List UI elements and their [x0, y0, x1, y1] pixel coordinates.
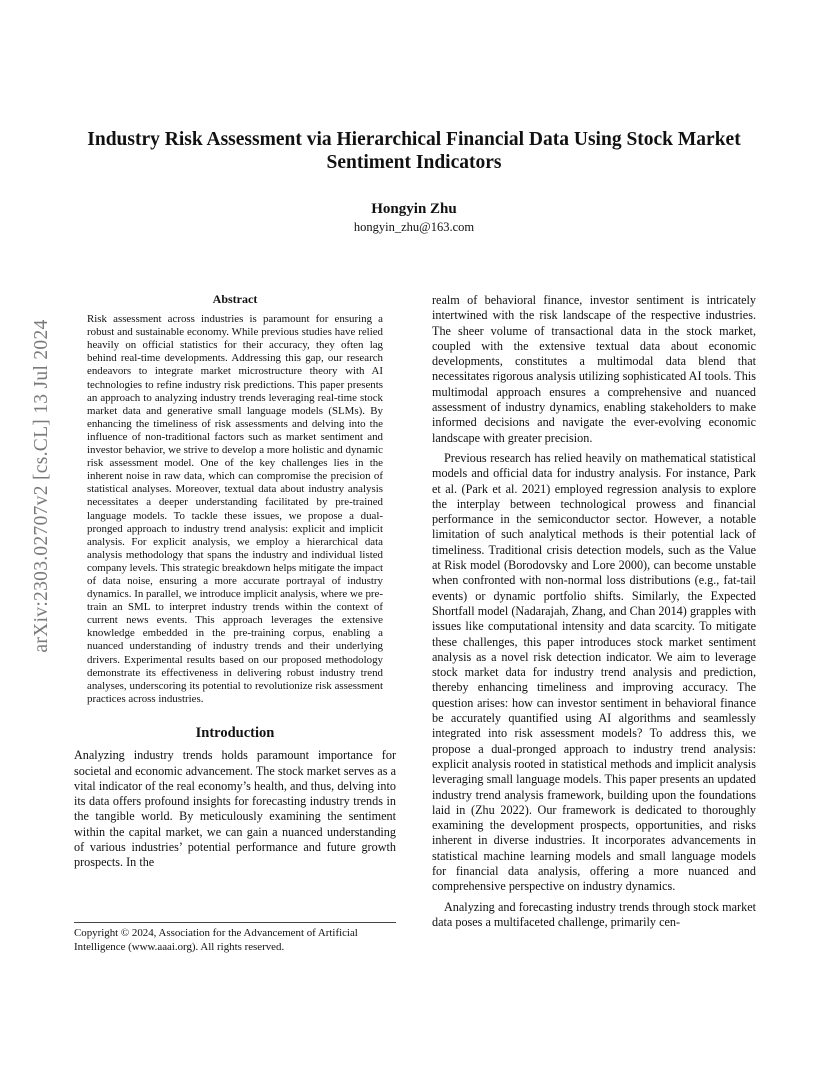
abstract-text: Risk assessment across industries is paramount for ensuring a robust and sustainable economy. While previous studies have relied heavily on official statistics for their accuracy, they often lag behind real-time developments. Addressing this gap, our research endeavors to integrate market microstructure theory with AI technologies to refine industry risk predictions. This paper presents an approach to analyzing industry trends leveraging real-time stock market data and generative small language models (SLMs). By enhancing the timeliness of risk assessments and delving into the influence of non-traditional factors such as market sentiment and investor behavior, we strive to develop a more holistic and dynamic risk assessment model. One of the key challenges lies in the inherent noise in raw data, which can compromise the precision of statistical analyses. Moreover, textual data about industry analysis necessitates a deeper understanding facilitated by pre-trained language models. To tackle these issues, we propose a dual-pronged approach to industry trend analysis: explicit and implicit analysis. For explicit analysis, we employ a hierarchical data analysis methodology that spans the industry and individual listed company levels. This strategic breakdown helps mitigate the impact of data noise, ensuring a more accurate portrayal of industry dynamics. In parallel, we introduce implicit analysis, where we pre-train an SML to interpret industry trends within the context of current news events. This approach leverages the extensive knowledge embedded in the pre-training corpus, enabling a nuanced understanding of industry trends and their underlying drivers. Experimental results based on our proposed methodology demonstrate its effectiveness in delivering robust industry trend analyses, underscoring its potential to revolutionize risk assessment practices across industries. — [87, 313, 383, 705]
introduction-heading: Introduction — [195, 724, 275, 741]
abstract-section — [74, 293, 396, 706]
paper-title: Industry Risk Assessment via Hierarchical Financial Data Using Stock Market Sentiment Indicators — [87, 129, 741, 173]
body-paragraph: Previous research has relied heavily on mathematical statistical models and official data for industry analysis. For instance, Park et al. (Park et al. 2021) employed regression analysis to explore the interplay between technological prowess and financial performance in the semiconductor sector. However, a notable limitation of such analytical methods is their potential lack of timeliness. Traditional crisis detection models, such as the Value at Risk model (Borodovsky and Lore 2000), can become unstable when confronted with non-normal loss distributions (e.g., fat-tail events) or dynamic portfolio shifts. Similarly, the Expected Shortfall model (Nadarajah, Zhang, and Chan 2014) grapples with issues like computational intensity and data scarcity. To mitigate these challenges, this paper introduces stock market sentiment analysis as a novel risk detection indicator. We aim to leverage stock market data for industry trend analysis and prediction, thereby enhancing timeliness and improving accuracy. The question arises: how can investor sentiment in behavioral finance be accurately quantified using AI algorithms and seamlessly integrated into risk assessment models? To address this, we propose a dual-pronged approach to industry trend analysis: explicit analysis rooted in statistical methods and implicit analysis leveraging small language models. This paper presents an updated industry trend analysis framework, building upon the foundations laid in (Zhu 2022). Our framework is dedicated to thoroughly examining the development prospects, opportunities, and risks inherent in diverse industries. It incorporates advancements in statistical machine learning models and small language models for financial data analysis, offering a more nuanced and comprehensive perspective on industry dynamics. — [432, 450, 756, 894]
introduction-paragraph: Analyzing industry trends holds paramount importance for societal and economic advancement. The stock market serves as a vital indicator of the real economy’s health, and thus, delving into its data offers profound insights for forecasting industry trends in the tangible world. By meticulously examining the sentiment within the capital market, we can gain a nuanced understanding of various industries’ potential performance and future growth prospects. In the — [74, 748, 396, 870]
copyright-footnote: Copyright © 2024, Association for the Advancement of Artificial Intelligence (www.aaai.org). All rights reserved. — [74, 922, 396, 954]
body-paragraph: realm of behavioral finance, investor sentiment is intricately intertwined with the risk landscape of the respective industries. The sheer volume of transactional data in the stock market, coupled with the extensive textual data about economic developments, constitutes a multimodal data blend that necessitates rigorous analysis utilizing sophisticated AI tools. This multimodal approach ensures a comprehensive and nuanced assessment of industry dynamics, enabling stakeholders to make informed decisions and navigate the ever-evolving economic landscape with greater precision. — [432, 293, 756, 445]
right-column — [432, 293, 756, 930]
arxiv-sidebar — [20, 296, 64, 676]
abstract-heading: Abstract — [212, 292, 258, 306]
arxiv-identifier: arXiv:2303.02707v2 [cs.CL] 13 Jul 2024 — [31, 319, 52, 653]
author-email: hongyin_zhu@163.com — [353, 220, 475, 234]
author-name: Hongyin Zhu — [371, 201, 457, 217]
left-column — [74, 293, 396, 871]
body-paragraph: Analyzing and forecasting industry trends through stock market data poses a multifaceted challenge, primarily cen- — [432, 899, 756, 929]
